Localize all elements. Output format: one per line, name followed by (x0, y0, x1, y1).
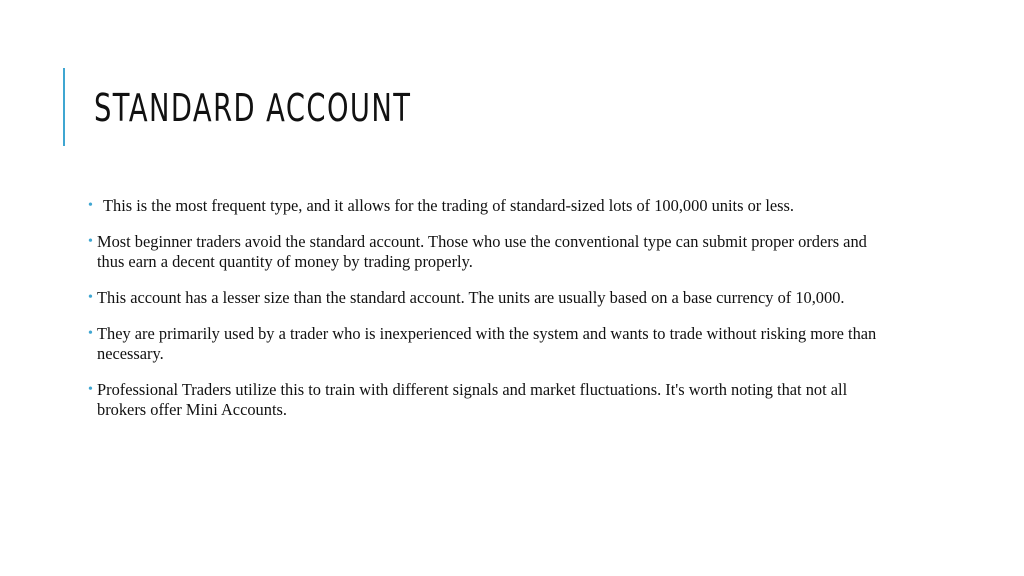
title-accent-bar (63, 68, 65, 146)
bullet-item (88, 380, 898, 420)
bullet-marker: • (88, 382, 93, 397)
bullet-item (88, 324, 898, 364)
bullet-marker: • (88, 290, 93, 305)
slide-title: STANDARD ACCOUNT (94, 86, 412, 130)
bullet-marker: • (88, 198, 93, 213)
bullet-text: Professional Traders utilize this to train with different signals and market fluctuations. It's worth noting that not all brokers offer Mini Accounts. (97, 380, 848, 419)
bullet-item (88, 196, 898, 216)
bullet-text: This is the most frequent type, and it allows for the trading of standard-sized lots of 100,000 units or less. (103, 196, 795, 215)
bullet-marker: • (88, 234, 93, 249)
bullet-marker: • (88, 326, 93, 341)
bullet-item (88, 288, 898, 308)
bullet-text: This account has a lesser size than the standard account. The units are usually based on a base currency of 10,000. (97, 288, 845, 307)
bullet-item (88, 232, 898, 272)
bullet-text: They are primarily used by a trader who is inexperienced with the system and wants to trade without risking more than necessary. (97, 324, 877, 363)
bullet-list (88, 196, 898, 436)
bullet-text: Most beginner traders avoid the standard account. Those who use the conventional type can submit proper orders and thus earn a decent quantity of money by trading properly. (97, 232, 867, 271)
